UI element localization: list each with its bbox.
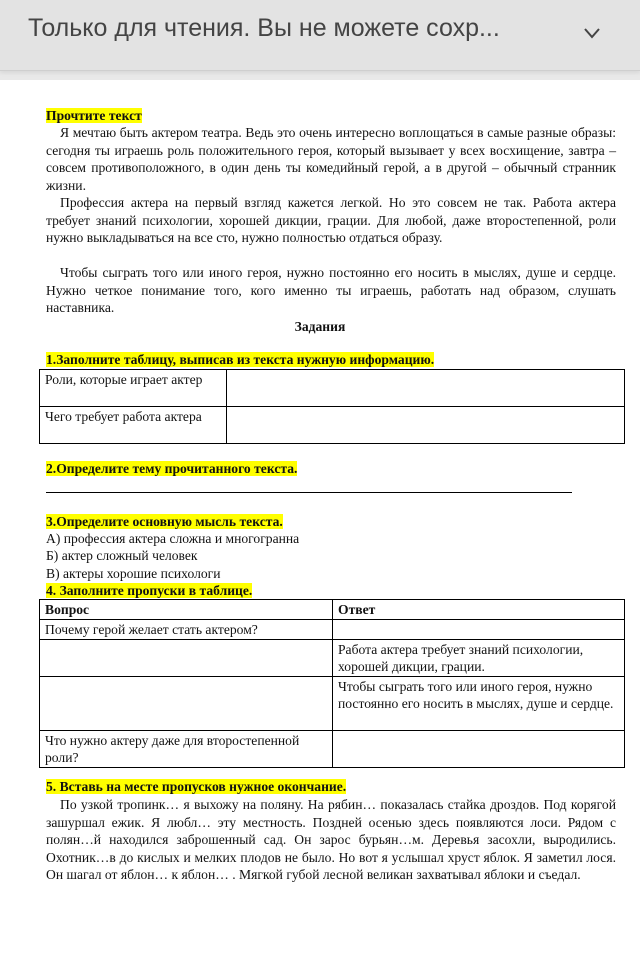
column-header: Вопрос <box>40 600 333 620</box>
table-cell: Почему герой желает стать актером? <box>40 620 333 640</box>
table-header-row <box>40 600 625 620</box>
chevron-down-icon[interactable] <box>581 22 603 44</box>
table-row <box>40 640 625 677</box>
answer-line[interactable] <box>46 492 572 493</box>
option-b: Б) актер сложный человек <box>46 548 198 563</box>
readonly-banner <box>0 0 640 71</box>
table-cell[interactable] <box>333 620 625 640</box>
option-c: В) актеры хорошие психологи <box>46 566 221 581</box>
task-2-heading: 2.Определите тему прочитанного текста. <box>46 461 298 476</box>
table-cell-label: Роли, которые играет актер <box>40 370 227 407</box>
table-cell-answer[interactable] <box>227 407 625 444</box>
table-cell[interactable] <box>40 640 333 677</box>
paragraph-2: Профессия актера на первый взгляд кажется легкой. Но это совсем не так. Работа актера требует знаний психологии, хорошей дикции, грации. Для любой, даже второстепенной, роли нужно выкладываться на все сто, нужно полностью отдаться образу. <box>46 195 616 245</box>
table-cell[interactable] <box>40 677 333 731</box>
table-cell: Что нужно актеру даже для второстепенной роли? <box>40 731 333 768</box>
table-cell: Работа актера требует знаний психологии, хорошей дикции, грации. <box>333 640 625 677</box>
table-1 <box>39 369 625 444</box>
document-page <box>0 80 640 974</box>
paragraph-5: По узкой тропинк… я выхожу на поляну. На рябин… показалась стайка дроздов. Под корягой зашуршал ежик. Я любл… эту местность. Поздней осенью здесь появляются лоси. Рядом с полян…й находился заброшенный сад. Он зарос бурьян…м. Деревья засохли, выродились. Охотник…в до кислых и мелких плодов не было. Но вот я услышал хруст яблок. Я заметил лося. Он шагал от яблон… к яблон… . Мягкой губой лесной великан захватывал яблоки и съедал. <box>46 797 616 882</box>
task-5-heading: 5. Вставь на месте пропусков нужное окончание. <box>46 779 347 794</box>
table-2 <box>39 599 625 768</box>
table-row <box>40 370 625 407</box>
task-4-heading: 4. Заполните пропуски в таблице. <box>46 583 253 598</box>
table-row <box>40 407 625 444</box>
option-a: А) профессия актера сложна и многогранна <box>46 531 300 546</box>
table-row <box>40 677 625 731</box>
task-3-heading: 3.Определите основную мысль текста. <box>46 514 283 529</box>
task-1-heading: 1.Заполните таблицу, выписав из текста нужную информацию. <box>46 352 435 367</box>
paragraph-1: Я мечтаю быть актером театра. Ведь это очень интересно воплощаться в самые разные образы: сегодня ты играешь роль положительного героя, который вызывает у всех восхищение, завтра – совсем противоположного, в один день ты комедийный герой, а в другой – обычный странник жизни. <box>46 125 616 193</box>
table-cell: Чтобы сыграть того или иного героя, нужно постоянно его носить в мыслях, душе и сердце. <box>333 677 625 731</box>
banner-title: Только для чтения. Вы не можете сохр... <box>28 14 500 42</box>
table-cell[interactable] <box>333 731 625 768</box>
table-cell-answer[interactable] <box>227 370 625 407</box>
paragraph-3: Чтобы сыграть того или иного героя, нужно постоянно его носить в мыслях, душе и сердце. Нужно четкое понимание того, кого именно ты играешь, работать над образом, слушать наставника. <box>46 265 616 315</box>
read-heading: Прочтите текст <box>46 108 142 123</box>
table-row <box>40 731 625 768</box>
column-header: Ответ <box>333 600 625 620</box>
table-cell-label: Чего требует работа актера <box>40 407 227 444</box>
tasks-heading: Задания <box>294 319 346 334</box>
table-row <box>40 620 625 640</box>
